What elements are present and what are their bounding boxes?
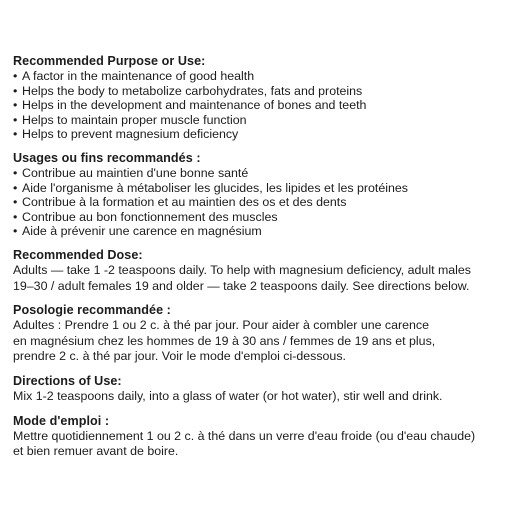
bullet-icon: • (13, 127, 18, 142)
list-item-text: A factor in the maintenance of good health (22, 69, 255, 83)
list-item-text: Contribue à la formation et au maintien des os et des dents (22, 195, 347, 210)
section-paragraph (13, 318, 490, 365)
paragraph-line: et bien remuer avant de boire. (13, 444, 179, 459)
list-item (13, 195, 490, 210)
list-item (13, 210, 490, 225)
list-item-text: Aide l'organisme à métaboliser les glucides, les lipides et les protéines (22, 180, 408, 195)
bullet-icon: • (13, 224, 18, 239)
bullet-icon: • (13, 69, 18, 83)
list-item-text: Contribue au maintien d'une bonne santé (22, 165, 249, 180)
list-item-text: Helps to prevent magnesium deficiency (22, 127, 239, 142)
list-item-text: Helps to maintain proper muscle function (22, 112, 247, 127)
section-heading: Directions of Use: (13, 373, 122, 388)
section-mode-emploi (13, 414, 490, 460)
list-item (13, 224, 490, 239)
section-usages-recommandes (13, 151, 490, 239)
section-paragraph (13, 263, 490, 294)
section-heading: Posologie recommandée : (13, 303, 171, 318)
list-item (13, 84, 490, 99)
bullet-icon: • (13, 195, 18, 210)
list-item (13, 181, 490, 196)
section-posologie-recommandee (13, 303, 490, 365)
section-recommended-dose (13, 248, 490, 294)
bullet-icon: • (13, 98, 18, 113)
list-item-text: Helps in the development and maintenance of bones and teeth (22, 98, 367, 113)
section-paragraph (13, 389, 490, 405)
section-directions-of-use (13, 374, 490, 405)
bullet-icon: • (13, 180, 18, 195)
bullet-icon: • (13, 112, 18, 127)
bullet-icon: • (13, 165, 18, 180)
paragraph-line: Adults — take 1 -2 teaspoons daily. To help with magnesium deficiency, adult males (13, 262, 472, 277)
list-item (13, 113, 490, 128)
section-recommended-purpose (13, 54, 490, 142)
section-heading: Recommended Purpose or Use: (13, 54, 206, 68)
paragraph-line: en magnésium chez les hommes de 19 à 30 ans / femmes de 19 ans et plus, (13, 333, 436, 348)
paragraph-line: Adultes : Prendre 1 ou 2 c. à thé par jour. Pour aider à combler une carence (13, 318, 430, 333)
bullet-icon: • (13, 209, 18, 224)
list-item (13, 127, 490, 142)
list-item-text: Helps the body to metabolize carbohydrates, fats and proteins (22, 83, 363, 98)
list-item-text: Contribue au bon fonctionnement des muscles (22, 209, 278, 224)
bullet-list (13, 69, 490, 142)
list-item (13, 69, 490, 84)
bullet-icon: • (13, 83, 18, 98)
paragraph-line: 19–30 / adult females 19 and older — take 2 teaspoons daily. See directions below. (13, 278, 470, 293)
list-item (13, 98, 490, 113)
paragraph-line: Mettre quotidiennement 1 ou 2 c. à thé dans un verre d'eau froide (ou d'eau chaude) (13, 428, 476, 443)
section-heading: Mode d'emploi : (13, 413, 110, 428)
section-paragraph (13, 429, 490, 460)
bullet-list (13, 166, 490, 239)
section-heading: Usages ou fins recommandés : (13, 150, 201, 165)
list-item (13, 166, 490, 181)
paragraph-line: prendre 2 c. à thé par jour. Voir le mode d'emploi ci-dessous. (13, 349, 346, 364)
paragraph-line: Mix 1-2 teaspoons daily, into a glass of water (or hot water), stir well and drink. (13, 388, 443, 403)
list-item-text: Aide à prévenir une carence en magnésium (22, 224, 262, 239)
section-heading: Recommended Dose: (13, 247, 143, 262)
